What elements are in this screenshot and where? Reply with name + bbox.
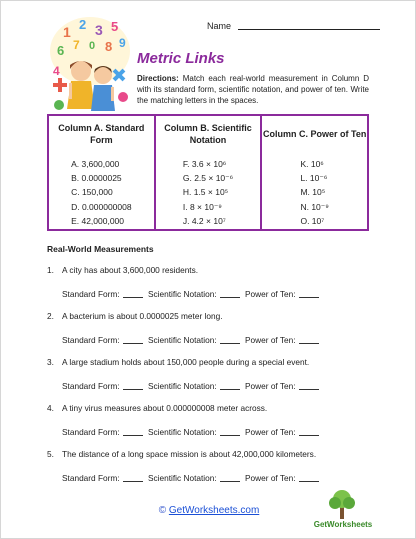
- list-item: A. 3,600,000: [71, 159, 120, 169]
- answer-blank[interactable]: [299, 389, 319, 390]
- name-blank-line[interactable]: [238, 29, 380, 30]
- list-item: K. 10⁶: [300, 159, 324, 169]
- power-of-ten-label: Power of Ten:: [245, 473, 296, 483]
- list-item: C. 150,000: [71, 187, 113, 198]
- scientific-notation-label: Scientific Notation:: [147, 473, 217, 483]
- hero-digit: 5: [111, 19, 119, 34]
- list-item: D. 0.000000008: [71, 201, 132, 212]
- hero-digit: 4: [53, 64, 60, 78]
- list-item: N. 10⁻⁹: [300, 201, 329, 212]
- answer-blank[interactable]: [220, 435, 240, 436]
- column-c: [262, 116, 367, 229]
- copyright-icon: ©: [158, 505, 167, 516]
- column-c-items: [300, 157, 328, 228]
- hero-digit: 8: [105, 39, 113, 54]
- answer-row-2: [62, 335, 322, 345]
- question-3: [47, 357, 309, 367]
- question-4: [47, 403, 267, 413]
- question-text: A tiny virus measures about 0.000000008 meter across.: [62, 403, 268, 413]
- question-text: A large stadium holds about 150,000 people during a special event.: [62, 357, 310, 367]
- question-text: The distance of a long space mission is about 42,000,000 kilometers.: [62, 449, 317, 459]
- column-b-heading: Column B. Scientific Notation: [164, 123, 252, 145]
- directions-body: Match each real-world measurement in Column D with its standard form, scientific notation, and power of ten. Write the matching letters in the spaces.: [137, 74, 369, 106]
- answer-blank[interactable]: [123, 435, 143, 436]
- standard-form-label: Standard Form:: [62, 427, 120, 437]
- power-of-ten-label: Power of Ten:: [245, 381, 296, 391]
- answer-blank[interactable]: [220, 297, 240, 298]
- question-1: [47, 265, 198, 275]
- list-item: F. 3.6 × 10⁶: [182, 159, 227, 169]
- answer-blank[interactable]: [123, 297, 143, 298]
- scientific-notation-label: Scientific Notation:: [147, 381, 217, 391]
- list-item: O. 10⁷: [300, 215, 325, 226]
- answer-blank[interactable]: [123, 389, 143, 390]
- standard-form-label: Standard Form:: [62, 381, 120, 391]
- hero-digit: 9: [119, 36, 126, 50]
- scientific-notation-label: Scientific Notation:: [147, 427, 217, 437]
- answer-blank[interactable]: [220, 481, 240, 482]
- answer-blank[interactable]: [123, 343, 143, 344]
- getworksheets-logo: [311, 487, 375, 531]
- question-text: A city has about 3,600,000 residents.: [62, 265, 199, 275]
- answer-row-3: [62, 381, 322, 391]
- list-item: L. 10⁻⁶: [300, 173, 328, 184]
- list-item: B. 0.0000025: [71, 173, 122, 184]
- standard-form-label: Standard Form:: [62, 473, 120, 483]
- hero-digit: 0: [89, 40, 96, 52]
- hero-digit: 6: [57, 43, 65, 58]
- answer-row-5: [62, 473, 322, 483]
- list-item: G. 2.5 × 10⁻⁶: [182, 173, 234, 184]
- scientific-notation-label: Scientific Notation:: [147, 335, 217, 345]
- question-number: 1.: [47, 265, 54, 275]
- column-a-heading: Column A. Standard Form: [58, 123, 145, 145]
- directions-text: [137, 73, 369, 107]
- power-of-ten-label: Power of Ten:: [245, 335, 296, 345]
- column-b-items: [183, 157, 233, 228]
- list-item: M. 10⁵: [300, 187, 326, 198]
- logo-wordmark: GetWorksheets: [313, 520, 373, 529]
- hero-digit: 1: [63, 24, 71, 40]
- answer-blank[interactable]: [299, 343, 319, 344]
- answer-blank[interactable]: [299, 435, 319, 436]
- answer-blank[interactable]: [220, 389, 240, 390]
- standard-form-label: Standard Form:: [62, 289, 120, 299]
- answer-blank[interactable]: [220, 343, 240, 344]
- list-item: H. 1.5 × 10⁵: [182, 187, 229, 198]
- answer-blank[interactable]: [123, 481, 143, 482]
- column-b: [156, 116, 263, 229]
- question-text: A bacterium is about 0.0000025 meter long.: [62, 311, 223, 321]
- question-2: [47, 311, 223, 321]
- question-number: 2.: [47, 311, 54, 321]
- hero-digit: 2: [79, 17, 87, 32]
- column-a-items: [71, 157, 132, 228]
- column-a: [49, 116, 156, 229]
- list-item: I. 8 × 10⁻⁹: [182, 201, 222, 212]
- question-number: 5.: [47, 449, 54, 459]
- directions-label: Directions:: [137, 74, 179, 83]
- worksheet-title: Metric Links: [137, 50, 225, 67]
- name-field[interactable]: [207, 21, 380, 31]
- column-c-heading: Column C. Power of Ten: [263, 129, 367, 139]
- scientific-notation-label: Scientific Notation:: [147, 289, 217, 299]
- power-of-ten-label: Power of Ten:: [245, 289, 296, 299]
- website-link[interactable]: GetWorksheets.com: [168, 505, 260, 516]
- standard-form-label: Standard Form:: [62, 335, 120, 345]
- kids-numbers-illustration: [45, 13, 135, 115]
- list-item: E. 42,000,000: [71, 215, 125, 226]
- answer-row-1: [62, 289, 322, 299]
- hero-digit: 7: [73, 38, 80, 52]
- section-title: Real-World Measurements: [47, 244, 154, 254]
- name-label: Name: [207, 21, 232, 31]
- list-item: J. 4.2 × 10⁷: [182, 215, 226, 226]
- matching-columns-table: [47, 114, 369, 231]
- question-5: [47, 449, 316, 459]
- hero-digit: 3: [95, 22, 103, 38]
- answer-blank[interactable]: [299, 297, 319, 298]
- answer-row-4: [62, 427, 322, 437]
- power-of-ten-label: Power of Ten:: [245, 427, 296, 437]
- answer-blank[interactable]: [299, 481, 319, 482]
- question-number: 3.: [47, 357, 54, 367]
- question-number: 4.: [47, 403, 54, 413]
